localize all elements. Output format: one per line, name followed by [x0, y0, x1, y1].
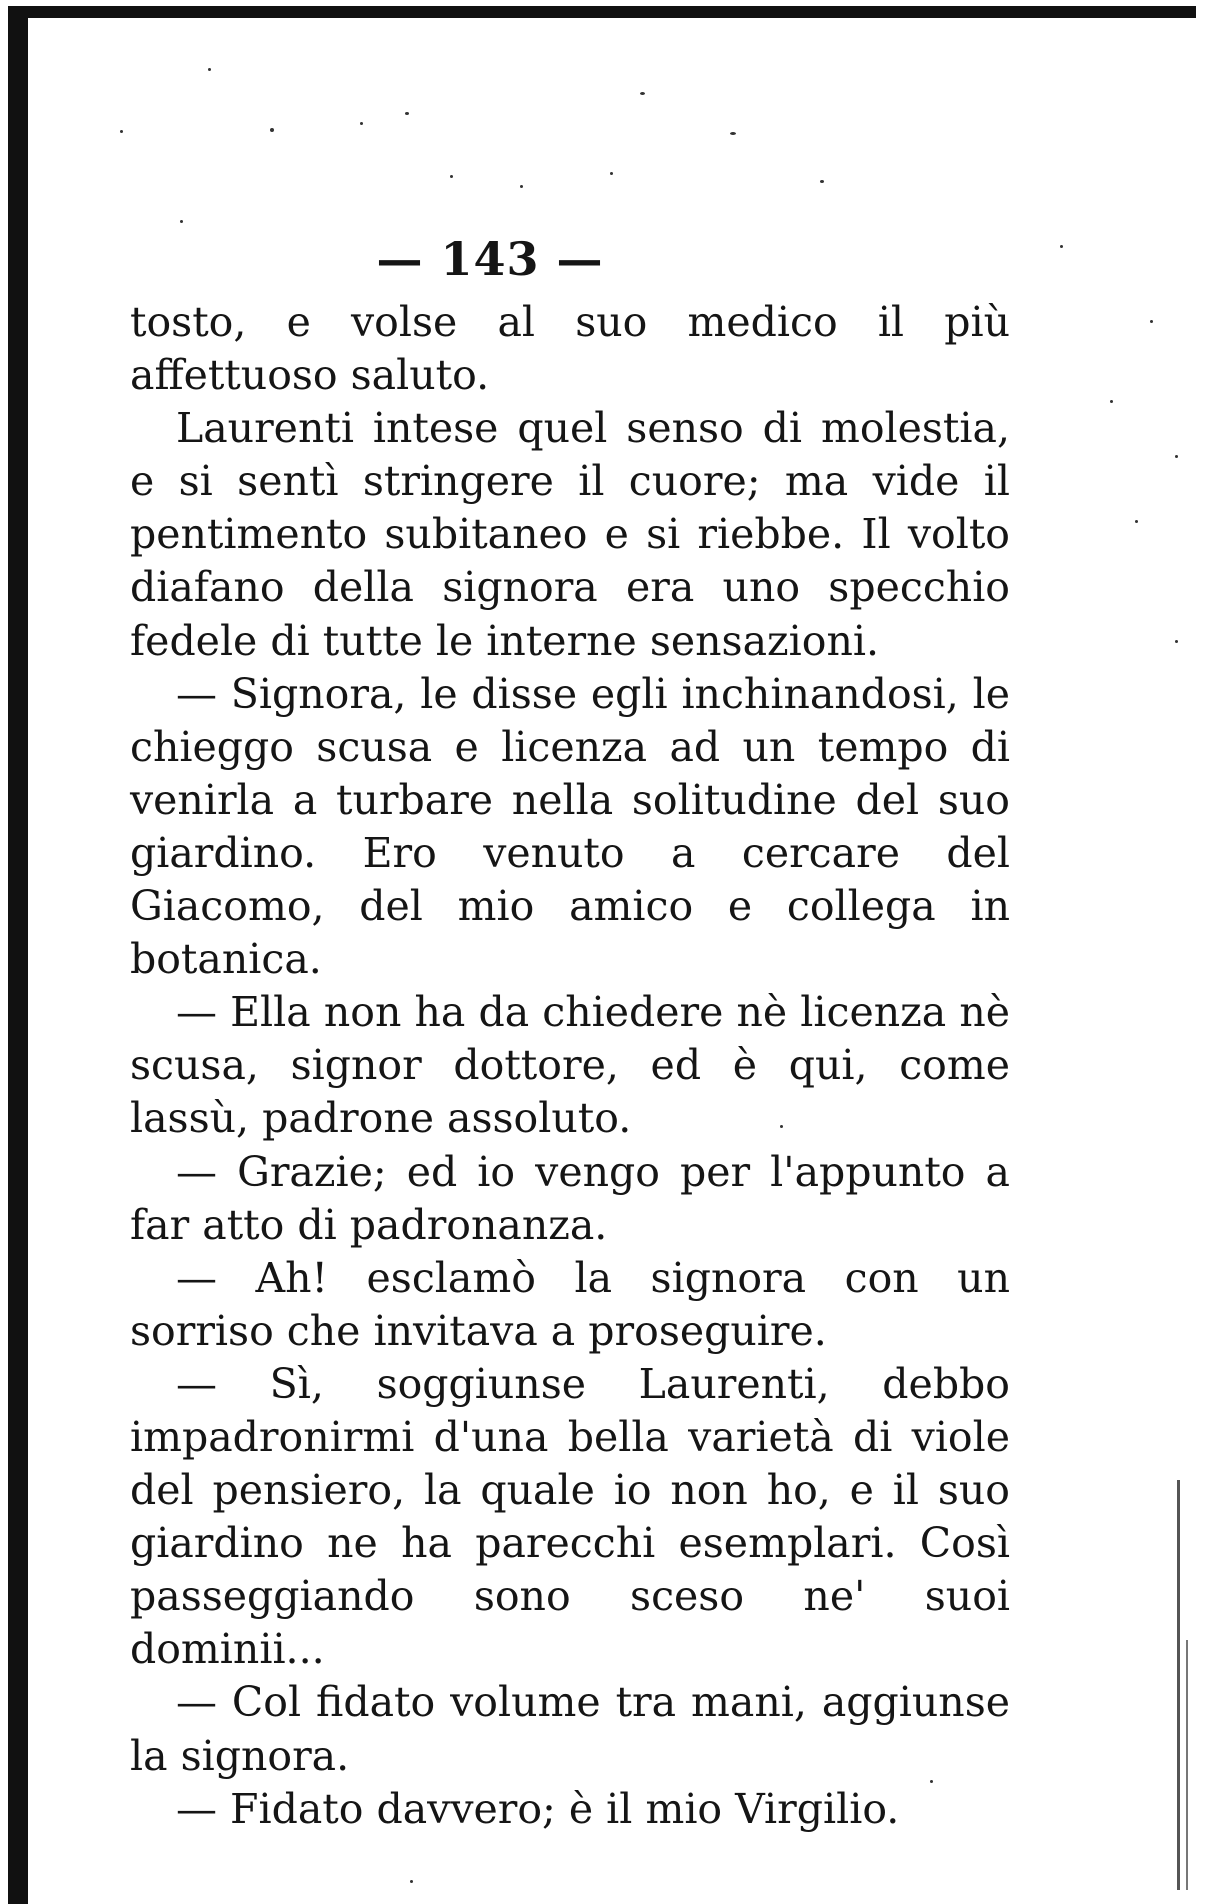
paragraph-5: — Grazie; ed io vengo per l'appunto a far atto di padronanza. — [130, 1147, 1010, 1249]
paragraph-4: — Ella non ha da chiedere nè licenza nè scusa, signor dottore, ed è qui, come lassù, padrone assoluto. — [130, 988, 1010, 1143]
paragraph-3: — Signora, le disse egli inchinandosi, le chieggo scusa e licenza ad un tempo di venirla a turbare nella solitudine del suo giardino. Ero venuto a cercare del Giacomo, del mio amico e collega in botanica. — [130, 669, 1010, 984]
paragraph-9: — Fidato davvero; è il mio Virgilio. — [176, 1784, 900, 1833]
page-body — [130, 296, 1010, 1836]
scan-edge-right — [1177, 1480, 1180, 1890]
paragraph-1: tosto, e volse al suo medico il più affettuoso saluto. — [130, 298, 1010, 400]
paragraph-8: — Col fidato volume tra mani, aggiunse la signora. — [130, 1678, 1010, 1780]
scan-border-top — [16, 6, 1196, 18]
scan-border-left — [8, 6, 28, 1904]
scan-edge-right-2 — [1186, 1640, 1188, 1890]
paragraph-7: — Sì, soggiunse Laurenti, debbo impadronirmi d'una bella varietà di viole del pensiero, la quale io non ho, e il suo giardino ne ha parecchi esemplari. Così passeggiando sono sceso ne' suoi dominii... — [130, 1359, 1010, 1674]
paragraph-2: Laurenti intese quel senso di molestia, e si sentì stringere il cuore; ma vide il pentimento subitaneo e si riebbe. Il volto diafano della signora era uno specchio fedele di tutte le interne sensazioni. — [130, 404, 1010, 665]
paragraph-6: — Ah! esclamò la signora con un sorriso che invitava a proseguire. — [130, 1253, 1010, 1355]
page-number: — 143 — — [376, 232, 604, 286]
